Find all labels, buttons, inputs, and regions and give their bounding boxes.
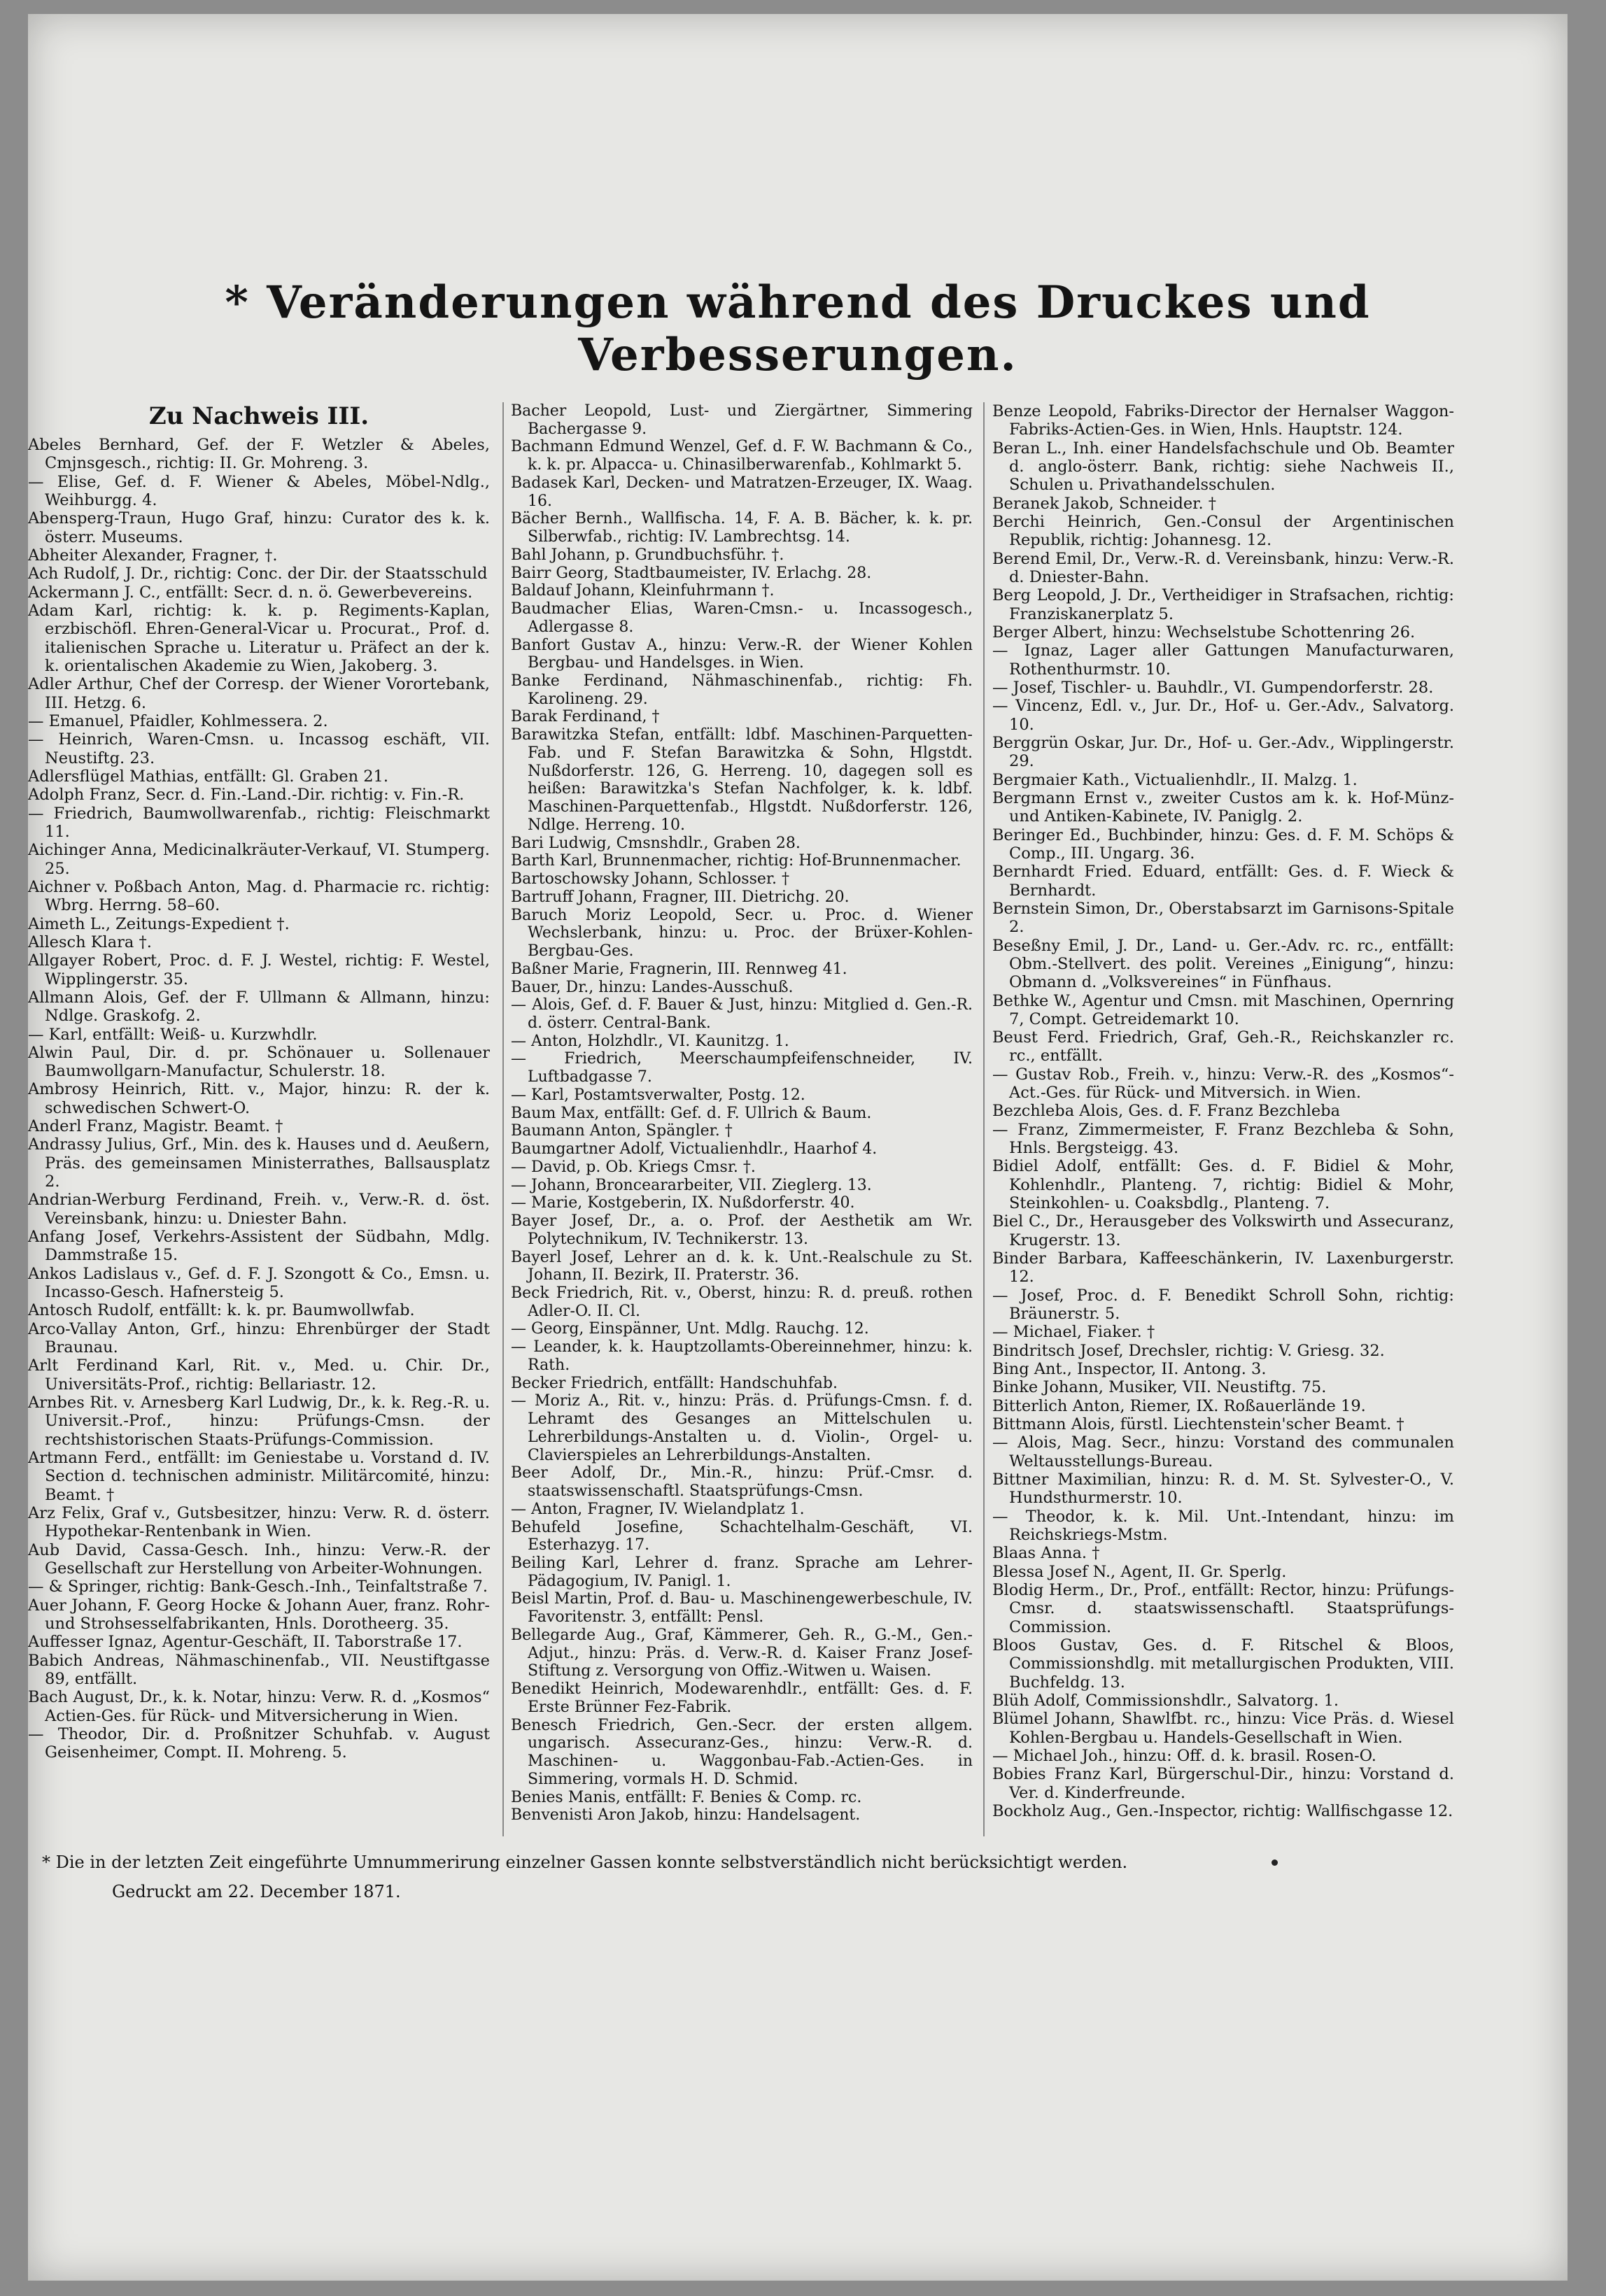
entry: Arz Felix, Graf v., Gutsbesitzer, hinzu: Verw. R. d. österr. Hypothekar-Rentenbank in Wien.	[28, 1504, 490, 1541]
column-2	[511, 402, 973, 1824]
entry: Benesch Friedrich, Gen.-Secr. der ersten allgem. ungarisch. Assecuranz-Ges., hinzu: Verw.-R. d. Maschinen- u. Waggonbau-Fab.-Actien-Ges. in Simmering, vormals H. D. Schmid.	[511, 1716, 973, 1788]
entry: Abensperg-Traun, Hugo Graf, hinzu: Curator des k. k. österr. Museums.	[28, 509, 490, 546]
entry: Berggrün Oskar, Jur. Dr., Hof- u. Ger.-Adv., Wipplingerstr. 29.	[992, 733, 1454, 771]
column-rule	[502, 402, 504, 1836]
section-heading: Zu Nachweis III.	[148, 402, 369, 430]
page-title: * Veränderungen während des Druckes und Verbesserungen.	[225, 276, 1371, 381]
entry: Arnbes Rit. v. Arnesberg Karl Ludwig, Dr., k. k. Reg.-R. u. Universit.-Prof., hinzu: Prüfungs-Cmsn. der rechtshistorischen Staats-Prüfungs-Commission.	[28, 1394, 490, 1449]
entry: Biel C., Dr., Herausgeber des Volkswirth und Assecuranz, Krugerstr. 13.	[992, 1212, 1454, 1249]
column-3	[992, 402, 1454, 1820]
entry: Blüh Adolf, Commissionshdlr., Salvatorg. 1.	[992, 1691, 1339, 1710]
entry: — Anton, Holzhdlr., VI. Kaunitzg. 1.	[511, 1032, 789, 1050]
entry: — Theodor, Dir. d. Proßnitzer Schuhfab. v. August Geisenheimer, Compt. II. Mohreng. 5.	[28, 1724, 490, 1762]
column-1	[28, 402, 490, 1762]
entry: — Elise, Gef. d. F. Wiener & Abeles, Möbel-Ndlg., Weihburgg. 4.	[28, 472, 490, 509]
entry: Bindritsch Josef, Drechsler, richtig: V. Griesg. 32.	[992, 1341, 1385, 1360]
entry: Bauer, Dr., hinzu: Landes-Ausschuß.	[511, 978, 794, 996]
entry: Barawitzka Stefan, entfällt: ldbf. Maschinen-Parquetten-Fab. und F. Stefan Barawitzka & Sohn, Hlgstdt. Nußdorferstr. 126, G. Herreng. 10, dagegen soll es heißen: Barawitzka's Stefan Nachfolger, k. k. ldbf. Maschinen-Parquettenfab., Hlgstdt. Nußdorferstr. 126, Ndlge. Herreng. 10.	[511, 726, 973, 834]
entry: — Moriz A., Rit. v., hinzu: Präs. d. Prüfungs-Cmsn. f. d. Lehramt des Gesanges an Mittelschulen u. Lehrerbildungs-Anstalten u. d. Violin-, Orgel- u. Clavierspieles an Lehrerbildungs-Anstalten.	[511, 1392, 973, 1464]
ink-dot	[1272, 1859, 1278, 1866]
entry: — Leander, k. k. Hauptzollamts-Obereinnehmer, hinzu: k. Rath.	[511, 1338, 973, 1374]
entry: Benedikt Heinrich, Modewarenhdlr., entfällt: Ges. d. F. Erste Brünner Fez-Fabrik.	[511, 1680, 973, 1716]
entry: Baum Max, entfällt: Gef. d. F. Ullrich & Baum.	[511, 1104, 872, 1122]
entry: — Heinrich, Waren-Cmsn. u. Incassog eschäft, VII. Neustiftg. 23.	[28, 730, 490, 767]
entry: Badasek Karl, Decken- und Matratzen-Erzeuger, IX. Waag. 16.	[511, 474, 973, 510]
entry: Berchi Heinrich, Gen.-Consul der Argentinischen Republik, richtig: Johannesg. 12.	[992, 512, 1454, 550]
entry: Becker Friedrich, entfällt: Handschuhfab.	[511, 1374, 838, 1392]
entry: — Ignaz, Lager aller Gattungen Manufacturwaren, Rothenthurmstr. 10.	[992, 642, 1454, 679]
entry: Antosch Rudolf, entfällt: k. k. pr. Baumwollwfab.	[28, 1301, 415, 1320]
entry: — Gustav Rob., Freih. v., hinzu: Verw.-R. des „Kosmos“-Act.-Ges. für Rück- und Mitversich. in Wien.	[992, 1065, 1454, 1103]
entry: Binder Barbara, Kaffeeschänkerin, IV. Laxenburgerstr. 12.	[992, 1249, 1454, 1287]
entry: Andrassy Julius, Grf., Min. des k. Hauses und d. Aeußern, Präs. des gemeinsamen Ministerrathes, Ballsausplatz 2.	[28, 1135, 490, 1191]
entry: — David, p. Ob. Kriegs Cmsr. †.	[511, 1158, 756, 1176]
entry: Berger Albert, hinzu: Wechselstube Schottenring 26.	[992, 623, 1416, 642]
entry: Ankos Ladislaus v., Gef. d. F. J. Szongott & Co., Emsn. u. Incasso-Gesch. Hafnersteig 5.	[28, 1264, 490, 1302]
entry: Aub David, Cassa-Gesch. Inh., hinzu: Verw.-R. der Gesellschaft zur Herstellung von Arbeiter-Wohnungen.	[28, 1540, 490, 1578]
entry: Bartoschowsky Johann, Schlosser. †	[511, 870, 789, 888]
entry: — Friedrich, Baumwollwarenfab., richtig: Fleischmarkt 11.	[28, 804, 490, 841]
entry: Anderl Franz, Magistr. Beamt. †	[28, 1117, 283, 1136]
entry: Adlersflügel Mathias, entfällt: Gl. Graben 21.	[28, 767, 388, 786]
entry: Bayerl Josef, Lehrer an d. k. k. Unt.-Realschule zu St. Johann, II. Bezirk, II. Praterstr. 36.	[511, 1248, 973, 1284]
entry: Benies Manis, entfällt: F. Benies & Comp. rc.	[511, 1788, 862, 1806]
entry: Bellegarde Aug., Graf, Kämmerer, Geh. R., G.-M., Gen.-Adjut., hinzu: Präs. d. Verw.-R. d. Kaiser Franz Josef-Stiftung z. Versorgung von Offiz.-Witwen u. Waisen.	[511, 1626, 973, 1680]
entry: Barak Ferdinand, †	[511, 708, 660, 726]
entry: Beiling Karl, Lehrer d. franz. Sprache am Lehrer-Pädagogium, IV. Panigl. 1.	[511, 1554, 973, 1590]
entry: — Michael Joh., hinzu: Off. d. k. brasil. Rosen-O.	[992, 1746, 1376, 1765]
entry: Andrian-Werburg Ferdinand, Freih. v., Verw.-R. d. öst. Vereinsbank, hinzu: u. Dniester Bahn.	[28, 1191, 490, 1228]
entry: — Michael, Fiaker. †	[992, 1323, 1155, 1342]
entry: Bari Ludwig, Cmsnshdlr., Graben 28.	[511, 834, 801, 852]
entry: Anfang Josef, Verkehrs-Assistent der Südbahn, Mdlg. Dammstraße 15.	[28, 1228, 490, 1265]
entry: Berend Emil, Dr., Verw.-R. d. Vereinsbank, hinzu: Verw.-R. d. Dniester-Bahn.	[992, 549, 1454, 586]
entry: Bahl Johann, p. Grundbuchsführ. †.	[511, 546, 784, 564]
entry: Beran L., Inh. einer Handelsfachschule und Ob. Beamter d. anglo-österr. Bank, richtig: siehe Nachweis II., Schulen u. Privathandelsschulen.	[992, 439, 1454, 495]
entry: Ambrosy Heinrich, Ritt. v., Major, hinzu: R. der k. schwedischen Schwert-O.	[28, 1080, 490, 1117]
entry: Banke Ferdinand, Nähmaschinenfab., richtig: Fh. Karolineng. 29.	[511, 672, 973, 708]
entry: Bittmann Alois, fürstl. Liechtenstein'scher Beamt. †	[992, 1415, 1404, 1434]
entry: Beisl Martin, Prof. d. Bau- u. Maschinengewerbeschule, IV. Favoritenstr. 3, entfällt: Pensl.	[511, 1590, 973, 1627]
entry: — Vincenz, Edl. v., Jur. Dr., Hof- u. Ger.-Adv., Salvatorg. 10.	[992, 697, 1454, 734]
entry: Banfort Gustav A., hinzu: Verw.-R. der Wiener Kohlen Bergbau- und Handelsges. in Wien.	[511, 636, 973, 672]
entry: Bing Ant., Inspector, II. Antong. 3.	[992, 1360, 1267, 1379]
entry: — Georg, Einspänner, Unt. Mdlg. Rauchg. 12.	[511, 1320, 869, 1338]
entry: Bayer Josef, Dr., a. o. Prof. der Aesthetik am Wr. Polytechnikum, IV. Technikerstr. 13.	[511, 1212, 973, 1248]
entry: Allesch Klara †.	[28, 933, 152, 951]
entry: Beseßny Emil, J. Dr., Land- u. Ger.-Adv. rc. rc., entfällt: Obm.-Stellvert. des polit. Vereines „Einigung“, hinzu: Obmann d. „Volksvereines“ in Fünfhaus.	[992, 936, 1454, 992]
footnote: * Die in der letzten Zeit eingeführte Umnummerirung einzelner Gassen konnte selbstverständlich nicht berücksichtigt werden.	[42, 1852, 1128, 1872]
entry: — Josef, Tischler- u. Bauhdlr., VI. Gumpendorferstr. 28.	[992, 678, 1434, 697]
entry: Adler Arthur, Chef der Corresp. der Wiener Vorortebank, III. Hetzg. 6.	[28, 675, 490, 712]
entry: Bartruff Johann, Fragner, III. Dietrichg. 20.	[511, 888, 850, 906]
entry: Binke Johann, Musiker, VII. Neustiftg. 75.	[992, 1378, 1327, 1397]
entry: Baruch Moriz Leopold, Secr. u. Proc. d. Wiener Wechslerbank, hinzu: u. Proc. der Brüxer-Kohlen-Bergbau-Ges.	[511, 906, 973, 961]
entry: Baumgartner Adolf, Victualienhdlr., Haarhof 4.	[511, 1140, 878, 1158]
entry: Allgayer Robert, Proc. d. F. J. Westel, richtig: F. Westel, Wipplingerstr. 35.	[28, 951, 490, 988]
entry: Berg Leopold, J. Dr., Vertheidiger in Strafsachen, richtig: Franziskanerplatz 5.	[992, 586, 1454, 623]
entry: Blessa Josef N., Agent, II. Gr. Sperlg.	[992, 1562, 1287, 1581]
entry: Blodig Herm., Dr., Prof., entfällt: Rector, hinzu: Prüfungs-Cmsr. d. staatswissenschaftl. Staatsprüfungs-Commission.	[992, 1581, 1454, 1636]
entry: Beck Friedrich, Rit. v., Oberst, hinzu: R. d. preuß. rothen Adler-O. II. Cl.	[511, 1284, 973, 1320]
entry: Bernstein Simon, Dr., Oberstabsarzt im Garnisons-Spitale 2.	[992, 899, 1454, 937]
entry: Bidiel Adolf, entfällt: Ges. d. F. Bidiel & Mohr, Kohlenhdlr., Planteng. 7, richtig: Bidiel & Mohr, Steinkohlen- u. Coaksbdlg., Planteng. 7.	[992, 1157, 1454, 1213]
entry: Bergmaier Kath., Victualienhdlr., II. Malzg. 1.	[992, 770, 1358, 789]
entry: — Josef, Proc. d. F. Benedikt Schroll Sohn, richtig: Bräunerstr. 5.	[992, 1286, 1454, 1324]
entry: Arlt Ferdinand Karl, Rit. v., Med. u. Chir. Dr., Universitäts-Prof., richtig: Bellariastr. 12.	[28, 1356, 490, 1394]
entry: Bach August, Dr., k. k. Notar, hinzu: Verw. R. d. „Kosmos“ Actien-Ges. für Rück- und Mitversicherung in Wien.	[28, 1688, 490, 1725]
document-page	[28, 14, 1568, 2281]
entry: — Alois, Mag. Secr., hinzu: Vorstand des communalen Weltausstellungs-Bureau.	[992, 1433, 1454, 1471]
entry: Blümel Johann, Shawlfbt. rc., hinzu: Vice Präs. d. Wiesel Kohlen-Bergbau u. Handels-Gesellschaft in Wien.	[992, 1710, 1454, 1747]
entry: Abeles Bernhard, Gef. der F. Wetzler & Abeles, Cmjnsgesch., richtig: II. Gr. Mohreng. 3.	[28, 436, 490, 473]
entry: Beust Ferd. Friedrich, Graf, Geh.-R., Reichskanzler rc. rc., entfällt.	[992, 1028, 1454, 1065]
entry: Adolph Franz, Secr. d. Fin.-Land.-Dir. richtig: v. Fin.-R.	[28, 786, 465, 805]
entry: — Emanuel, Pfaidler, Kohlmessera. 2.	[28, 711, 328, 730]
entry: Alwin Paul, Dir. d. pr. Schönauer u. Sollenauer Baumwollgarn-Manufactur, Schulerstr. 18.	[28, 1043, 490, 1081]
entry: Aimeth L., Zeitungs-Expedient †.	[28, 914, 290, 933]
column-rule	[983, 402, 985, 1836]
entry: Ackermann J. C., entfällt: Secr. d. n. ö. Gewerbevereins.	[28, 583, 473, 602]
entry: Auffesser Ignaz, Agentur-Geschäft, II. Taborstraße 17.	[28, 1633, 463, 1652]
entry: Bloos Gustav, Ges. d. F. Ritschel & Bloos, Commissionshdlg. mit metallurgischen Produkten, VIII. Buchfeldg. 13.	[992, 1636, 1454, 1692]
entry: Aichinger Anna, Medicinalkräuter-Verkauf, VI. Stumperg. 25.	[28, 841, 490, 878]
entry: — Franz, Zimmermeister, F. Franz Bezchleba & Sohn, Hnls. Bergsteigg. 43.	[992, 1120, 1454, 1158]
entry: Babich Andreas, Nähmaschinenfab., VII. Neustiftgasse 89, entfällt.	[28, 1651, 490, 1688]
entry: — & Springer, richtig: Bank-Gesch.-Inh., Teinfaltstraße 7.	[28, 1578, 488, 1596]
entry: Bezchleba Alois, Ges. d. F. Franz Bezchleba	[992, 1102, 1340, 1121]
entry: Baßner Marie, Fragnerin, III. Rennweg 41.	[511, 960, 847, 978]
entry: Arco-Vallay Anton, Grf., hinzu: Ehrenbürger der Stadt Braunau.	[28, 1319, 490, 1357]
entry: — Marie, Kostgeberin, IX. Nußdorferstr. 40.	[511, 1194, 855, 1212]
entry: Bernhardt Fried. Eduard, entfällt: Ges. d. F. Wieck & Bernhardt.	[992, 863, 1454, 900]
entry: Bacher Leopold, Lust- und Ziergärtner, Simmering Bachergasse 9.	[511, 402, 973, 438]
entry: Aichner v. Poßbach Anton, Mag. d. Pharmacie rc. richtig: Wbrg. Herrng. 58–60.	[28, 877, 490, 915]
entry: Blaas Anna. †	[992, 1544, 1100, 1563]
entry: Bobies Franz Karl, Bürgerschul-Dir., hinzu: Vorstand d. Ver. d. Kinderfreunde.	[992, 1765, 1454, 1802]
entry: Beranek Jakob, Schneider. †	[992, 494, 1216, 513]
entry: Beringer Ed., Buchbinder, hinzu: Ges. d. F. M. Schöps & Comp., III. Ungarg. 36.	[992, 825, 1454, 863]
entry: Bethke W., Agentur und Cmsn. mit Maschinen, Opernring 7, Compt. Getreidemarkt 10.	[992, 991, 1454, 1028]
entry: Barth Karl, Brunnenmacher, richtig: Hof-Brunnenmacher.	[511, 852, 962, 870]
entry: Bergmann Ernst v., zweiter Custos am k. k. Hof-Münz- und Antiken-Kabinete, IV. Paniglg. 2.	[992, 788, 1454, 826]
entry: Bächer Bernh., Wallfischa. 14, F. A. B. Bächer, k. k. pr. Silberwfab., richtig: IV. Lambrechtsg. 14.	[511, 510, 973, 546]
entry: Bachmann Edmund Wenzel, Gef. d. F. W. Bachmann & Co., k. k. pr. Alpacca- u. Chinasilberwarenfab., Kohlmarkt 5.	[511, 438, 973, 474]
entry: Behufeld Josefine, Schachtelhalm-Geschäft, VI. Esterhazyg. 17.	[511, 1518, 973, 1554]
entry: — Anton, Fragner, IV. Wielandplatz 1.	[511, 1500, 805, 1518]
entry: — Theodor, k. k. Mil. Unt.-Intendant, hinzu: im Reichskriegs-Mstm.	[992, 1507, 1454, 1545]
entry: Bockholz Aug., Gen.-Inspector, richtig: Wallfischgasse 12.	[992, 1801, 1453, 1820]
entry: Abheiter Alexander, Fragner, †.	[28, 546, 278, 565]
imprint: Gedruckt am 22. December 1871.	[112, 1882, 401, 1901]
entry: Beer Adolf, Dr., Min.-R., hinzu: Prüf.-Cmsr. d. staatswissenschaftl. Staatsprüfungs-Cmsn.	[511, 1464, 973, 1501]
entry: Bitterlich Anton, Riemer, IX. Roßauerlände 19.	[992, 1396, 1366, 1415]
entry: Allmann Alois, Gef. der F. Ullmann & Allmann, hinzu: Ndlge. Graskofg. 2.	[28, 988, 490, 1026]
entry: Baumann Anton, Spängler. †	[511, 1122, 733, 1140]
entry: — Alois, Gef. d. F. Bauer & Just, hinzu: Mitglied d. Gen.-R. d. österr. Central-Bank.	[511, 996, 973, 1032]
entry: Baldauf Johann, Kleinfuhrmann †.	[511, 582, 775, 600]
entry: — Karl, entfällt: Weiß- u. Kurzwhdlr.	[28, 1025, 318, 1044]
entry: Auer Johann, F. Georg Hocke & Johann Auer, franz. Rohr- und Strohsesselfabrikanten, Hnls. Dorotheerg. 35.	[28, 1596, 490, 1633]
entry: — Karl, Postamtsverwalter, Postg. 12.	[511, 1086, 805, 1104]
entry: Bittner Maximilian, hinzu: R. d. M. St. Sylvester-O., V. Hundsthurmerstr. 10.	[992, 1471, 1454, 1508]
entry: Bairr Georg, Stadtbaumeister, IV. Erlachg. 28.	[511, 564, 872, 582]
entry: — Johann, Bronceararbeiter, VII. Zieglerg. 13.	[511, 1176, 872, 1194]
entry: Adam Karl, richtig: k. k. p. Regiments-Kaplan, erzbischöfl. Ehren-General-Vicar u. Procurat., Prof. d. italienischen Sprache u. Literatur u. Präfect an der k. k. orientalischen Akademie zu Wien, Jakoberg. 3.	[28, 601, 490, 675]
entry: Artmann Ferd., entfällt: im Geniestabe u. Vorstand d. IV. Section d. technischen administr. Militärcomité, hinzu: Beamt. †	[28, 1449, 490, 1504]
entry: Ach Rudolf, J. Dr., richtig: Conc. der Dir. der Staatsschuld	[28, 565, 488, 583]
entry: Benvenisti Aron Jakob, hinzu: Handelsagent.	[511, 1806, 861, 1824]
entry: Baudmacher Elias, Waren-Cmsn.- u. Incassogesch., Adlergasse 8.	[511, 600, 973, 636]
entry: Benze Leopold, Fabriks-Director der Hernalser Waggon-Fabriks-Actien-Ges. in Wien, Hnls. Hauptstr. 124.	[992, 402, 1454, 439]
entry: — Friedrich, Meerschaumpfeifenschneider, IV. Luftbadgasse 7.	[511, 1050, 973, 1086]
